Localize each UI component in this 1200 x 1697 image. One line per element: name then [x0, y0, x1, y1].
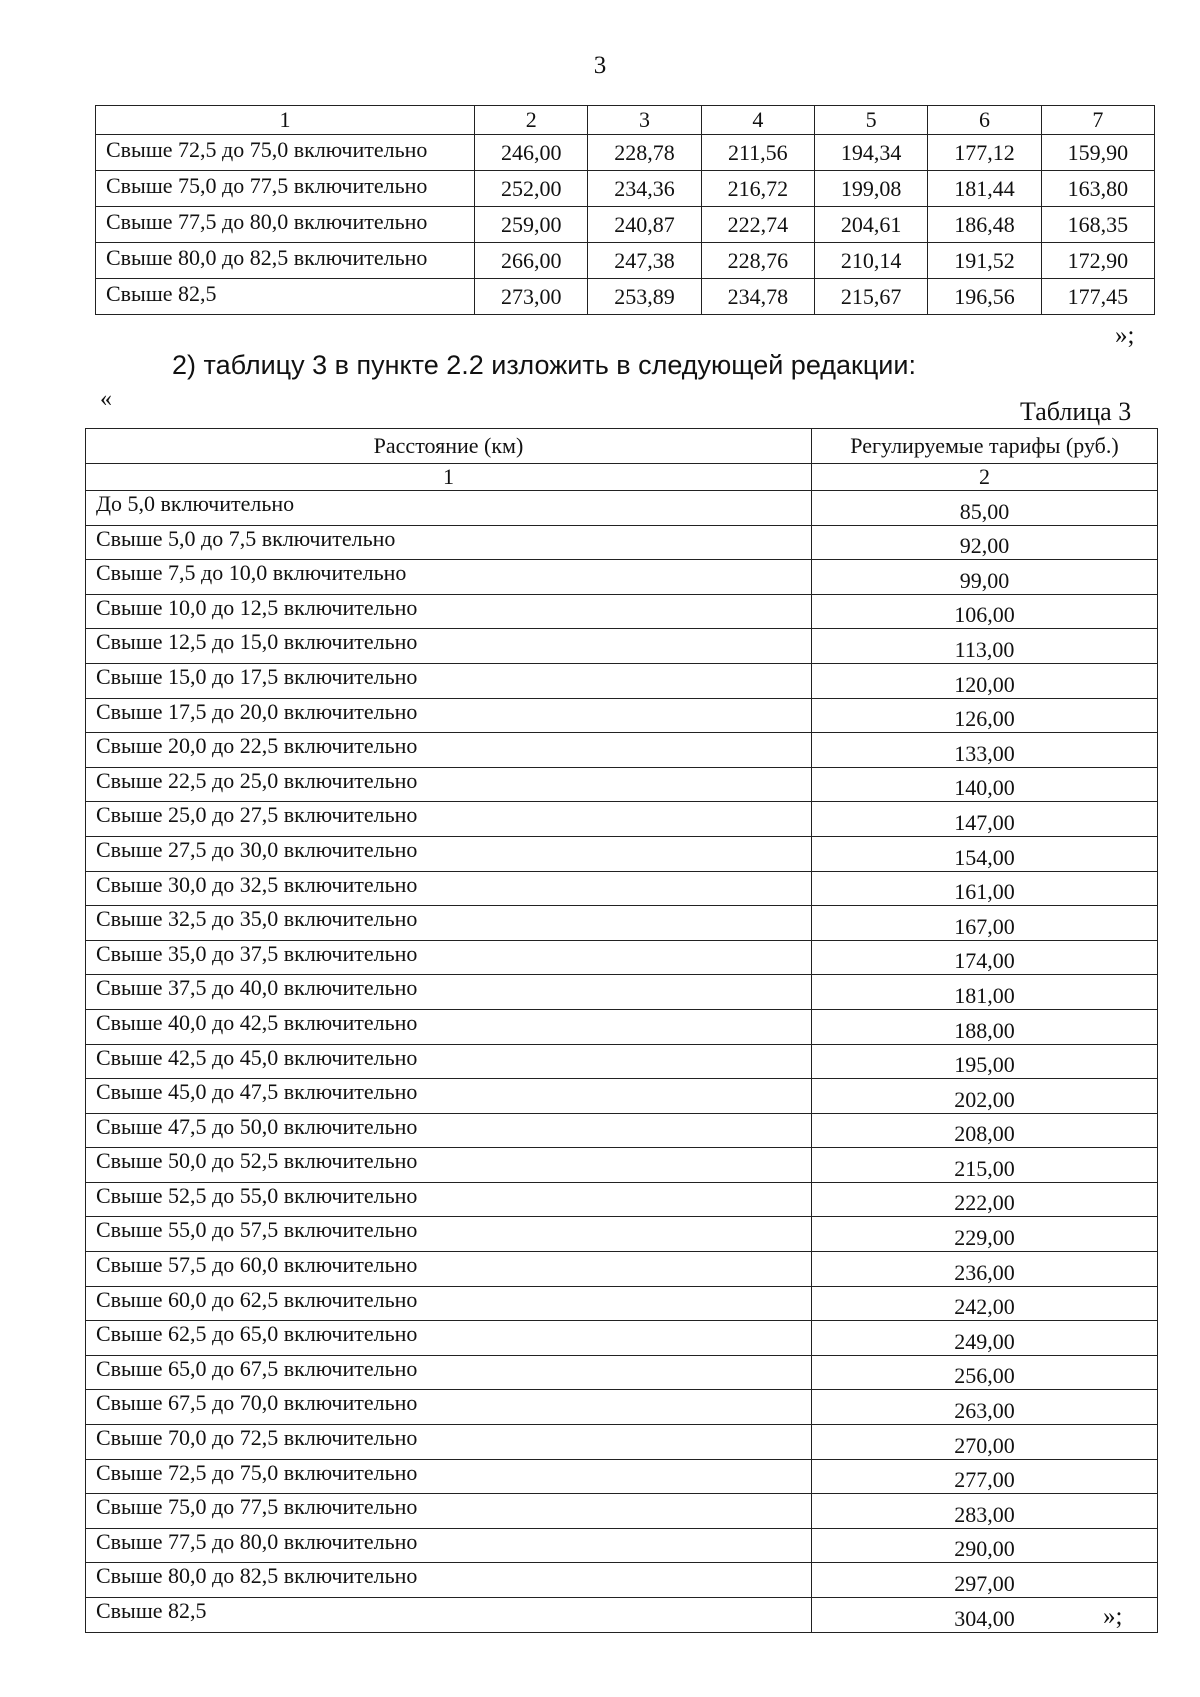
tariff-value-cell: 126,00 [812, 698, 1158, 733]
tariff-value-cell: 177,45 [1041, 279, 1154, 315]
distance-range-cell: Свыше 77,5 до 80,0 включительно [96, 207, 475, 243]
distance-range-cell: Свыше 60,0 до 62,5 включительно [86, 1286, 812, 1321]
tariff-value-cell: 215,67 [815, 279, 928, 315]
distance-range-cell: Свыше 40,0 до 42,5 включительно [86, 1009, 812, 1044]
tariff-value-cell: 140,00 [812, 767, 1158, 802]
tariff-value-cell: 256,00 [812, 1355, 1158, 1390]
distance-range-cell: Свыше 52,5 до 55,0 включительно [86, 1182, 812, 1217]
table-row [86, 1044, 1158, 1079]
column-number-2: 2 [812, 464, 1158, 491]
table-row [86, 1459, 1158, 1494]
distance-range-cell: Свыше 37,5 до 40,0 включительно [86, 975, 812, 1010]
distance-range-cell: Свыше 80,0 до 82,5 включительно [96, 243, 475, 279]
tariff-value-cell: 263,00 [812, 1390, 1158, 1425]
table-row [86, 1598, 1158, 1633]
tariff-value-cell: 240,87 [588, 207, 701, 243]
tariff-value-cell: 195,00 [812, 1044, 1158, 1079]
table-row [96, 207, 1155, 243]
tariff-value-cell: 181,00 [812, 975, 1158, 1010]
tariff-value-cell: 266,00 [475, 243, 588, 279]
page-number: 3 [593, 52, 607, 79]
column-number-5: 5 [815, 106, 928, 135]
tariff-value-cell: 191,52 [928, 243, 1041, 279]
distance-range-cell: Свыше 62,5 до 65,0 включительно [86, 1321, 812, 1356]
table-row [96, 135, 1155, 171]
tariff-value-cell: 215,00 [812, 1148, 1158, 1183]
distance-range-cell: Свыше 75,0 до 77,5 включительно [86, 1494, 812, 1529]
table-row [86, 1321, 1158, 1356]
distance-range-cell: Свыше 72,5 до 75,0 включительно [86, 1459, 812, 1494]
tariff-value-cell: 277,00 [812, 1459, 1158, 1494]
tariff-value-cell: 163,80 [1041, 171, 1154, 207]
table-row [86, 1113, 1158, 1148]
table-row [86, 906, 1158, 941]
table-header-row [96, 106, 1155, 135]
table-row [86, 629, 1158, 664]
column-number-1: 1 [86, 464, 812, 491]
tariff-value-cell: 253,89 [588, 279, 701, 315]
tariff-value-cell: 194,34 [815, 135, 928, 171]
table-row [86, 1494, 1158, 1529]
distance-range-cell: Свыше 50,0 до 52,5 включительно [86, 1148, 812, 1183]
distance-range-cell: Свыше 7,5 до 10,0 включительно [86, 560, 812, 595]
tariff-value-cell: 210,14 [815, 243, 928, 279]
table-row [86, 940, 1158, 975]
table-row [86, 1286, 1158, 1321]
tariff-value-cell: 229,00 [812, 1217, 1158, 1252]
distance-range-cell: Свыше 30,0 до 32,5 включительно [86, 871, 812, 906]
tariff-value-cell: 270,00 [812, 1425, 1158, 1460]
column-number-2: 2 [475, 106, 588, 135]
distance-range-cell: Свыше 82,5 [86, 1598, 812, 1633]
table-row [86, 1425, 1158, 1460]
table-row [86, 802, 1158, 837]
tariff-value-cell: 234,36 [588, 171, 701, 207]
tariff-value-cell: 113,00 [812, 629, 1158, 664]
distance-range-cell: Свыше 22,5 до 25,0 включительно [86, 767, 812, 802]
amendment-instruction: 2) таблицу 3 в пункте 2.2 изложить в следующей редакции: [172, 350, 916, 380]
table-row [86, 871, 1158, 906]
tariff-table-continued [95, 105, 1155, 315]
tariff-value-cell: 161,00 [812, 871, 1158, 906]
table-row [86, 733, 1158, 768]
tariff-value-cell: 106,00 [812, 594, 1158, 629]
table-row [96, 171, 1155, 207]
tariff-value-cell: 120,00 [812, 663, 1158, 698]
tariff-value-cell: 222,00 [812, 1182, 1158, 1217]
table-caption: Таблица 3 [1020, 397, 1132, 426]
distance-range-cell: Свыше 35,0 до 37,5 включительно [86, 940, 812, 975]
distance-range-cell: Свыше 12,5 до 15,0 включительно [86, 629, 812, 664]
opening-quote: « [100, 386, 112, 412]
tariff-value-cell: 252,00 [475, 171, 588, 207]
table-header-row [86, 429, 1158, 464]
distance-range-cell: Свыше 47,5 до 50,0 включительно [86, 1113, 812, 1148]
tariff-value-cell: 199,08 [815, 171, 928, 207]
table-row [86, 491, 1158, 526]
table-row [86, 1182, 1158, 1217]
distance-range-cell: Свыше 77,5 до 80,0 включительно [86, 1528, 812, 1563]
table-row [86, 1252, 1158, 1287]
distance-range-cell: Свыше 15,0 до 17,5 включительно [86, 663, 812, 698]
tariff-value-cell: 297,00 [812, 1563, 1158, 1598]
distance-range-cell: Свыше 72,5 до 75,0 включительно [96, 135, 475, 171]
distance-range-cell: Свыше 27,5 до 30,0 включительно [86, 836, 812, 871]
table-row [86, 698, 1158, 733]
tariff-value-cell: 222,74 [701, 207, 814, 243]
tariff-value-cell: 283,00 [812, 1494, 1158, 1529]
distance-range-cell: Свыше 5,0 до 7,5 включительно [86, 525, 812, 560]
table-row [96, 279, 1155, 315]
table-row [86, 1148, 1158, 1183]
column-number-4: 4 [701, 106, 814, 135]
table-row [86, 525, 1158, 560]
tariff-value-cell: 249,00 [812, 1321, 1158, 1356]
tariff-value-cell: 186,48 [928, 207, 1041, 243]
tariff-value-cell: 196,56 [928, 279, 1041, 315]
distance-range-cell: Свыше 42,5 до 45,0 включительно [86, 1044, 812, 1079]
closing-quote-table2: »; [1103, 1603, 1123, 1630]
distance-range-cell: Свыше 75,0 до 77,5 включительно [96, 171, 475, 207]
table-row [86, 767, 1158, 802]
table-row [86, 836, 1158, 871]
table-row [86, 1009, 1158, 1044]
tariff-value-cell: 234,78 [701, 279, 814, 315]
tariff-value-cell: 154,00 [812, 836, 1158, 871]
tariff-value-cell: 211,56 [701, 135, 814, 171]
table-row [86, 1390, 1158, 1425]
column-number-1: 1 [96, 106, 475, 135]
tariff-value-cell: 147,00 [812, 802, 1158, 837]
tariff-value-cell: 242,00 [812, 1286, 1158, 1321]
distance-range-cell: Свыше 67,5 до 70,0 включительно [86, 1390, 812, 1425]
column-number-3: 3 [588, 106, 701, 135]
distance-range-cell: До 5,0 включительно [86, 491, 812, 526]
tariff-value-cell: 188,00 [812, 1009, 1158, 1044]
distance-range-cell: Свыше 17,5 до 20,0 включительно [86, 698, 812, 733]
column-number-7: 7 [1041, 106, 1154, 135]
distance-range-cell: Свыше 80,0 до 82,5 включительно [86, 1563, 812, 1598]
distance-range-cell: Свыше 57,5 до 60,0 включительно [86, 1252, 812, 1287]
header-tariffs: Регулируемые тарифы (руб.) [812, 429, 1158, 464]
tariff-value-cell: 236,00 [812, 1252, 1158, 1287]
closing-quote-table1: »; [1115, 322, 1135, 349]
tariff-value-cell: 246,00 [475, 135, 588, 171]
tariff-value-cell: 181,44 [928, 171, 1041, 207]
tariff-value-cell: 172,90 [1041, 243, 1154, 279]
tariff-value-cell: 204,61 [815, 207, 928, 243]
tariff-value-cell: 290,00 [812, 1528, 1158, 1563]
distance-range-cell: Свыше 70,0 до 72,5 включительно [86, 1425, 812, 1460]
table-row [86, 1355, 1158, 1390]
tariff-value-cell: 167,00 [812, 906, 1158, 941]
tariff-value-cell: 92,00 [812, 525, 1158, 560]
distance-range-cell: Свыше 32,5 до 35,0 включительно [86, 906, 812, 941]
table-row [96, 243, 1155, 279]
table-row [86, 560, 1158, 595]
tariff-value-cell: 202,00 [812, 1079, 1158, 1114]
tariff-value-cell: 168,35 [1041, 207, 1154, 243]
tariff-value-cell: 177,12 [928, 135, 1041, 171]
tariff-value-cell: 304,00 [812, 1598, 1158, 1633]
distance-range-cell: Свыше 65,0 до 67,5 включительно [86, 1355, 812, 1390]
tariff-value-cell: 208,00 [812, 1113, 1158, 1148]
table-row [86, 1217, 1158, 1252]
table-row [86, 594, 1158, 629]
column-number-row [86, 464, 1158, 491]
tariff-value-cell: 259,00 [475, 207, 588, 243]
table-row [86, 1528, 1158, 1563]
table-row [86, 975, 1158, 1010]
tariff-value-cell: 273,00 [475, 279, 588, 315]
table-row [86, 663, 1158, 698]
tariff-value-cell: 133,00 [812, 733, 1158, 768]
tariff-value-cell: 159,90 [1041, 135, 1154, 171]
tariff-value-cell: 174,00 [812, 940, 1158, 975]
tariff-value-cell: 85,00 [812, 491, 1158, 526]
column-number-6: 6 [928, 106, 1041, 135]
distance-range-cell: Свыше 10,0 до 12,5 включительно [86, 594, 812, 629]
tariff-value-cell: 228,76 [701, 243, 814, 279]
distance-tariff-table [85, 428, 1158, 1633]
table-row [86, 1563, 1158, 1598]
distance-range-cell: Свыше 82,5 [96, 279, 475, 315]
tariff-value-cell: 99,00 [812, 560, 1158, 595]
distance-range-cell: Свыше 20,0 до 22,5 включительно [86, 733, 812, 768]
header-distance: Расстояние (км) [86, 429, 812, 464]
tariff-value-cell: 216,72 [701, 171, 814, 207]
distance-range-cell: Свыше 45,0 до 47,5 включительно [86, 1079, 812, 1114]
tariff-value-cell: 228,78 [588, 135, 701, 171]
distance-range-cell: Свыше 55,0 до 57,5 включительно [86, 1217, 812, 1252]
distance-range-cell: Свыше 25,0 до 27,5 включительно [86, 802, 812, 837]
tariff-value-cell: 247,38 [588, 243, 701, 279]
table-row [86, 1079, 1158, 1114]
